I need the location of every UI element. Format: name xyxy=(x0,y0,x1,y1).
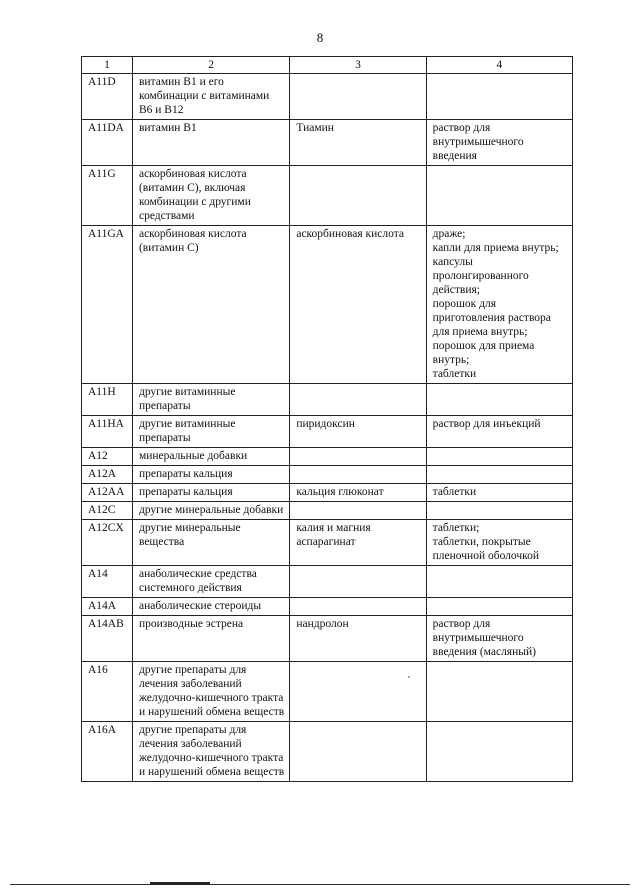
group-cell: аскорбиновая кислота (витамин С) xyxy=(132,226,289,384)
drug-name-cell: пиридоксин xyxy=(290,416,426,448)
scan-speck xyxy=(408,676,410,678)
atc-code-cell: A14 xyxy=(82,566,133,598)
bottom-rule xyxy=(10,884,630,885)
atc-code-cell: A12A xyxy=(82,466,133,484)
table-row xyxy=(82,384,573,416)
dosage-form-cell xyxy=(426,662,572,722)
dosage-form-cell: раствор для внутримышечного введения (масляный) xyxy=(426,616,572,662)
page-number: 8 xyxy=(316,30,324,45)
atc-code-cell: A12AA xyxy=(82,484,133,502)
dosage-form-cell: таблетки; таблетки, покрытые пленочной оболочкой xyxy=(426,520,572,566)
table-row xyxy=(82,448,573,466)
table-header-row xyxy=(82,57,573,74)
drug-name-cell xyxy=(290,466,426,484)
table-row xyxy=(82,520,573,566)
dosage-form-cell xyxy=(426,74,572,120)
column-header: 4 xyxy=(426,57,572,74)
atc-code-cell: A16A xyxy=(82,722,133,782)
atc-code-cell: A12CX xyxy=(82,520,133,566)
atc-code-cell: A11H xyxy=(82,384,133,416)
dosage-form-cell xyxy=(426,598,572,616)
group-cell: другие витаминные препараты xyxy=(132,384,289,416)
atc-code-cell: A12C xyxy=(82,502,133,520)
dosage-form-cell xyxy=(426,166,572,226)
drug-name-cell: кальция глюконат xyxy=(290,484,426,502)
drug-name-cell xyxy=(290,662,426,722)
group-cell: минеральные добавки xyxy=(132,448,289,466)
group-cell: другие минеральные добавки xyxy=(132,502,289,520)
table-row xyxy=(82,226,573,384)
drug-name-cell xyxy=(290,74,426,120)
dosage-form-cell xyxy=(426,722,572,782)
column-header: 1 xyxy=(82,57,133,74)
table-row xyxy=(82,466,573,484)
drug-name-cell: калия и магния аспарагинат xyxy=(290,520,426,566)
drug-name-cell xyxy=(290,722,426,782)
drug-name-cell: Тиамин xyxy=(290,120,426,166)
column-header: 2 xyxy=(132,57,289,74)
atc-code-cell: A11D xyxy=(82,74,133,120)
dosage-form-cell xyxy=(426,466,572,484)
group-cell: другие витаминные препараты xyxy=(132,416,289,448)
table-row xyxy=(82,416,573,448)
drug-name-cell xyxy=(290,502,426,520)
drug-list-table xyxy=(81,56,573,782)
drug-name-cell xyxy=(290,598,426,616)
dosage-form-cell: раствор для инъекций xyxy=(426,416,572,448)
group-cell: анаболические стероиды xyxy=(132,598,289,616)
group-cell: аскорбиновая кислота (витамин С), включая комбинации с другими средствами xyxy=(132,166,289,226)
atc-code-cell: A11G xyxy=(82,166,133,226)
group-cell: витамин B1 и его комбинации с витаминами B6 и B12 xyxy=(132,74,289,120)
dosage-form-cell: раствор для внутримышечного введения xyxy=(426,120,572,166)
atc-code-cell: A11HA xyxy=(82,416,133,448)
table-row xyxy=(82,74,573,120)
atc-code-cell: A11GA xyxy=(82,226,133,384)
atc-code-cell: A16 xyxy=(82,662,133,722)
bottom-rule-mark xyxy=(150,882,210,885)
table-row xyxy=(82,616,573,662)
atc-code-cell: A12 xyxy=(82,448,133,466)
dosage-form-cell xyxy=(426,448,572,466)
table-row xyxy=(82,662,573,722)
drug-name-cell: нандролон xyxy=(290,616,426,662)
table-row xyxy=(82,566,573,598)
group-cell: препараты кальция xyxy=(132,466,289,484)
group-cell: витамин B1 xyxy=(132,120,289,166)
atc-code-cell: A11DA xyxy=(82,120,133,166)
group-cell: другие препараты для лечения заболеваний желудочно-кишечного тракта и нарушений обмена веществ xyxy=(132,662,289,722)
drug-name-cell xyxy=(290,166,426,226)
table-row xyxy=(82,722,573,782)
table-row xyxy=(82,502,573,520)
dosage-form-cell xyxy=(426,384,572,416)
dosage-form-cell: таблетки xyxy=(426,484,572,502)
atc-code-cell: A14AB xyxy=(82,616,133,662)
drug-name-cell: аскорбиновая кислота xyxy=(290,226,426,384)
table-row xyxy=(82,166,573,226)
dosage-form-cell xyxy=(426,502,572,520)
atc-code-cell: A14A xyxy=(82,598,133,616)
group-cell: препараты кальция xyxy=(132,484,289,502)
group-cell: другие минеральные вещества xyxy=(132,520,289,566)
drug-name-cell xyxy=(290,566,426,598)
table-row xyxy=(82,598,573,616)
dosage-form-cell xyxy=(426,566,572,598)
table-row xyxy=(82,484,573,502)
group-cell: производные эстрена xyxy=(132,616,289,662)
drug-name-cell xyxy=(290,448,426,466)
drug-name-cell xyxy=(290,384,426,416)
group-cell: анаболические средства системного действия xyxy=(132,566,289,598)
dosage-form-cell: драже; капли для приема внутрь; капсулы пролонгированного действия; порошок для приготовления раствора для приема внутрь; порошок для приема внутрь; таблетки xyxy=(426,226,572,384)
column-header: 3 xyxy=(290,57,426,74)
table-row xyxy=(82,120,573,166)
group-cell: другие препараты для лечения заболеваний желудочно-кишечного тракта и нарушений обмена веществ xyxy=(132,722,289,782)
